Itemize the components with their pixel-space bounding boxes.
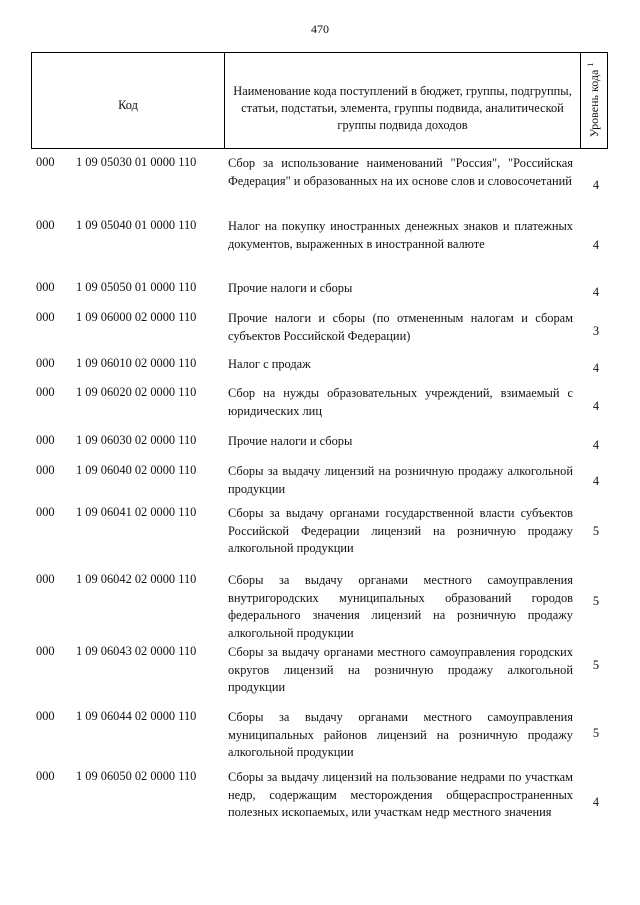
- row-prefix: 000: [36, 709, 55, 723]
- row-level: 4: [592, 795, 600, 809]
- row-level: 5: [592, 658, 600, 672]
- table-row: [0, 429, 640, 459]
- row-code: 1 09 06020 02 0000 110: [76, 385, 197, 399]
- table-row: [0, 459, 640, 501]
- table-row: [0, 151, 640, 214]
- row-code: 1 09 06000 02 0000 110: [76, 310, 197, 324]
- table-row: [0, 276, 640, 306]
- row-name: Сборы за выдачу органами местного самоуправления городских округов лицензий на розничную продажу алкогольной продукции: [228, 645, 573, 695]
- row-code: 1 09 06043 02 0000 110: [76, 644, 197, 658]
- row-level: 5: [592, 594, 600, 608]
- table-row: [0, 765, 640, 845]
- row-prefix: 000: [36, 433, 55, 447]
- row-prefix: 000: [36, 505, 55, 519]
- row-level: 3: [592, 324, 600, 338]
- row-name: Налог на покупку иностранных денежных знаков и платежных документов, выраженных в иностранной валюте: [228, 219, 573, 251]
- row-code: 1 09 06041 02 0000 110: [76, 505, 197, 519]
- header-level-label: [586, 63, 602, 138]
- row-prefix: 000: [36, 155, 55, 169]
- row-prefix: 000: [36, 356, 55, 370]
- row-prefix: 000: [36, 572, 55, 586]
- row-code: 1 09 06010 02 0000 110: [76, 356, 197, 370]
- row-prefix: 000: [36, 463, 55, 477]
- row-name: Сбор за использование наименований "Россия", "Российская Федерация" и образованных на их основе слов и словосочетаний: [228, 156, 573, 188]
- table-header: [31, 52, 608, 149]
- row-prefix: 000: [36, 385, 55, 399]
- row-code: 1 09 06044 02 0000 110: [76, 709, 197, 723]
- row-name: Прочие налоги и сборы: [228, 434, 353, 448]
- header-code: Код: [32, 53, 225, 148]
- row-name: Сборы за выдачу органами государственной власти субъектов Российской Федерации лицензий на розничную продажу алкогольной продукции: [228, 506, 573, 556]
- header-level-text: Уровень кода: [587, 69, 601, 138]
- header-level-footnote: 1: [586, 62, 595, 67]
- header-name: Наименование кода поступлений в бюджет, группы, подгруппы, статьи, подстатьи, элемента, группы подвида, аналитической группы подвида доходов: [225, 53, 581, 148]
- table-row: [0, 568, 640, 640]
- row-code: 1 09 06030 02 0000 110: [76, 433, 197, 447]
- row-level: 4: [592, 178, 600, 192]
- row-level: 4: [592, 361, 600, 375]
- row-prefix: 000: [36, 310, 55, 324]
- table-row: [0, 501, 640, 568]
- row-prefix: 000: [36, 769, 55, 783]
- row-level: 5: [592, 524, 600, 538]
- row-level: 4: [592, 438, 600, 452]
- row-code: 1 09 05040 01 0000 110: [76, 218, 197, 232]
- row-name: Прочие налоги и сборы (по отмененным налогам и сборам субъектов Российской Федерации): [228, 311, 573, 343]
- row-code: 1 09 06040 02 0000 110: [76, 463, 197, 477]
- row-level: 4: [592, 285, 600, 299]
- row-name: Налог с продаж: [228, 357, 311, 371]
- row-name: Сбор на нужды образовательных учреждений, взимаемый с юридических лиц: [228, 386, 573, 418]
- row-code: 1 09 06042 02 0000 110: [76, 572, 197, 586]
- row-level: 4: [592, 238, 600, 252]
- row-prefix: 000: [36, 644, 55, 658]
- table-body: [0, 151, 640, 845]
- table-row: [0, 381, 640, 429]
- table-row: [0, 352, 640, 381]
- row-level: 4: [592, 474, 600, 488]
- row-name: Сборы за выдачу лицензий на пользование недрами по участкам недр, содержащим месторождения общераспространенных полезных ископаемых, или участкам недр местного значения: [228, 770, 573, 820]
- table-row: [0, 640, 640, 705]
- table-row: [0, 214, 640, 276]
- row-name: Сборы за выдачу органами местного самоуправления внутригородских муниципальных образований городов федерального значения лицензий на розничную продажу алкогольной продукции: [228, 573, 573, 640]
- row-prefix: 000: [36, 218, 55, 232]
- row-code: 1 09 06050 02 0000 110: [76, 769, 197, 783]
- row-prefix: 000: [36, 280, 55, 294]
- row-name: Сборы за выдачу органами местного самоуправления муниципальных районов лицензий на розничную продажу алкогольной продукции: [228, 710, 573, 760]
- row-name: Сборы за выдачу лицензий на розничную продажу алкогольной продукции: [228, 464, 573, 496]
- row-name: Прочие налоги и сборы: [228, 281, 353, 295]
- row-level: 4: [592, 399, 600, 413]
- row-code: 1 09 05050 01 0000 110: [76, 280, 197, 294]
- header-level: [581, 53, 607, 148]
- table-row: [0, 705, 640, 765]
- page-number: 470: [311, 22, 329, 36]
- table-row: [0, 306, 640, 352]
- row-code: 1 09 05030 01 0000 110: [76, 155, 197, 169]
- row-level: 5: [592, 726, 600, 740]
